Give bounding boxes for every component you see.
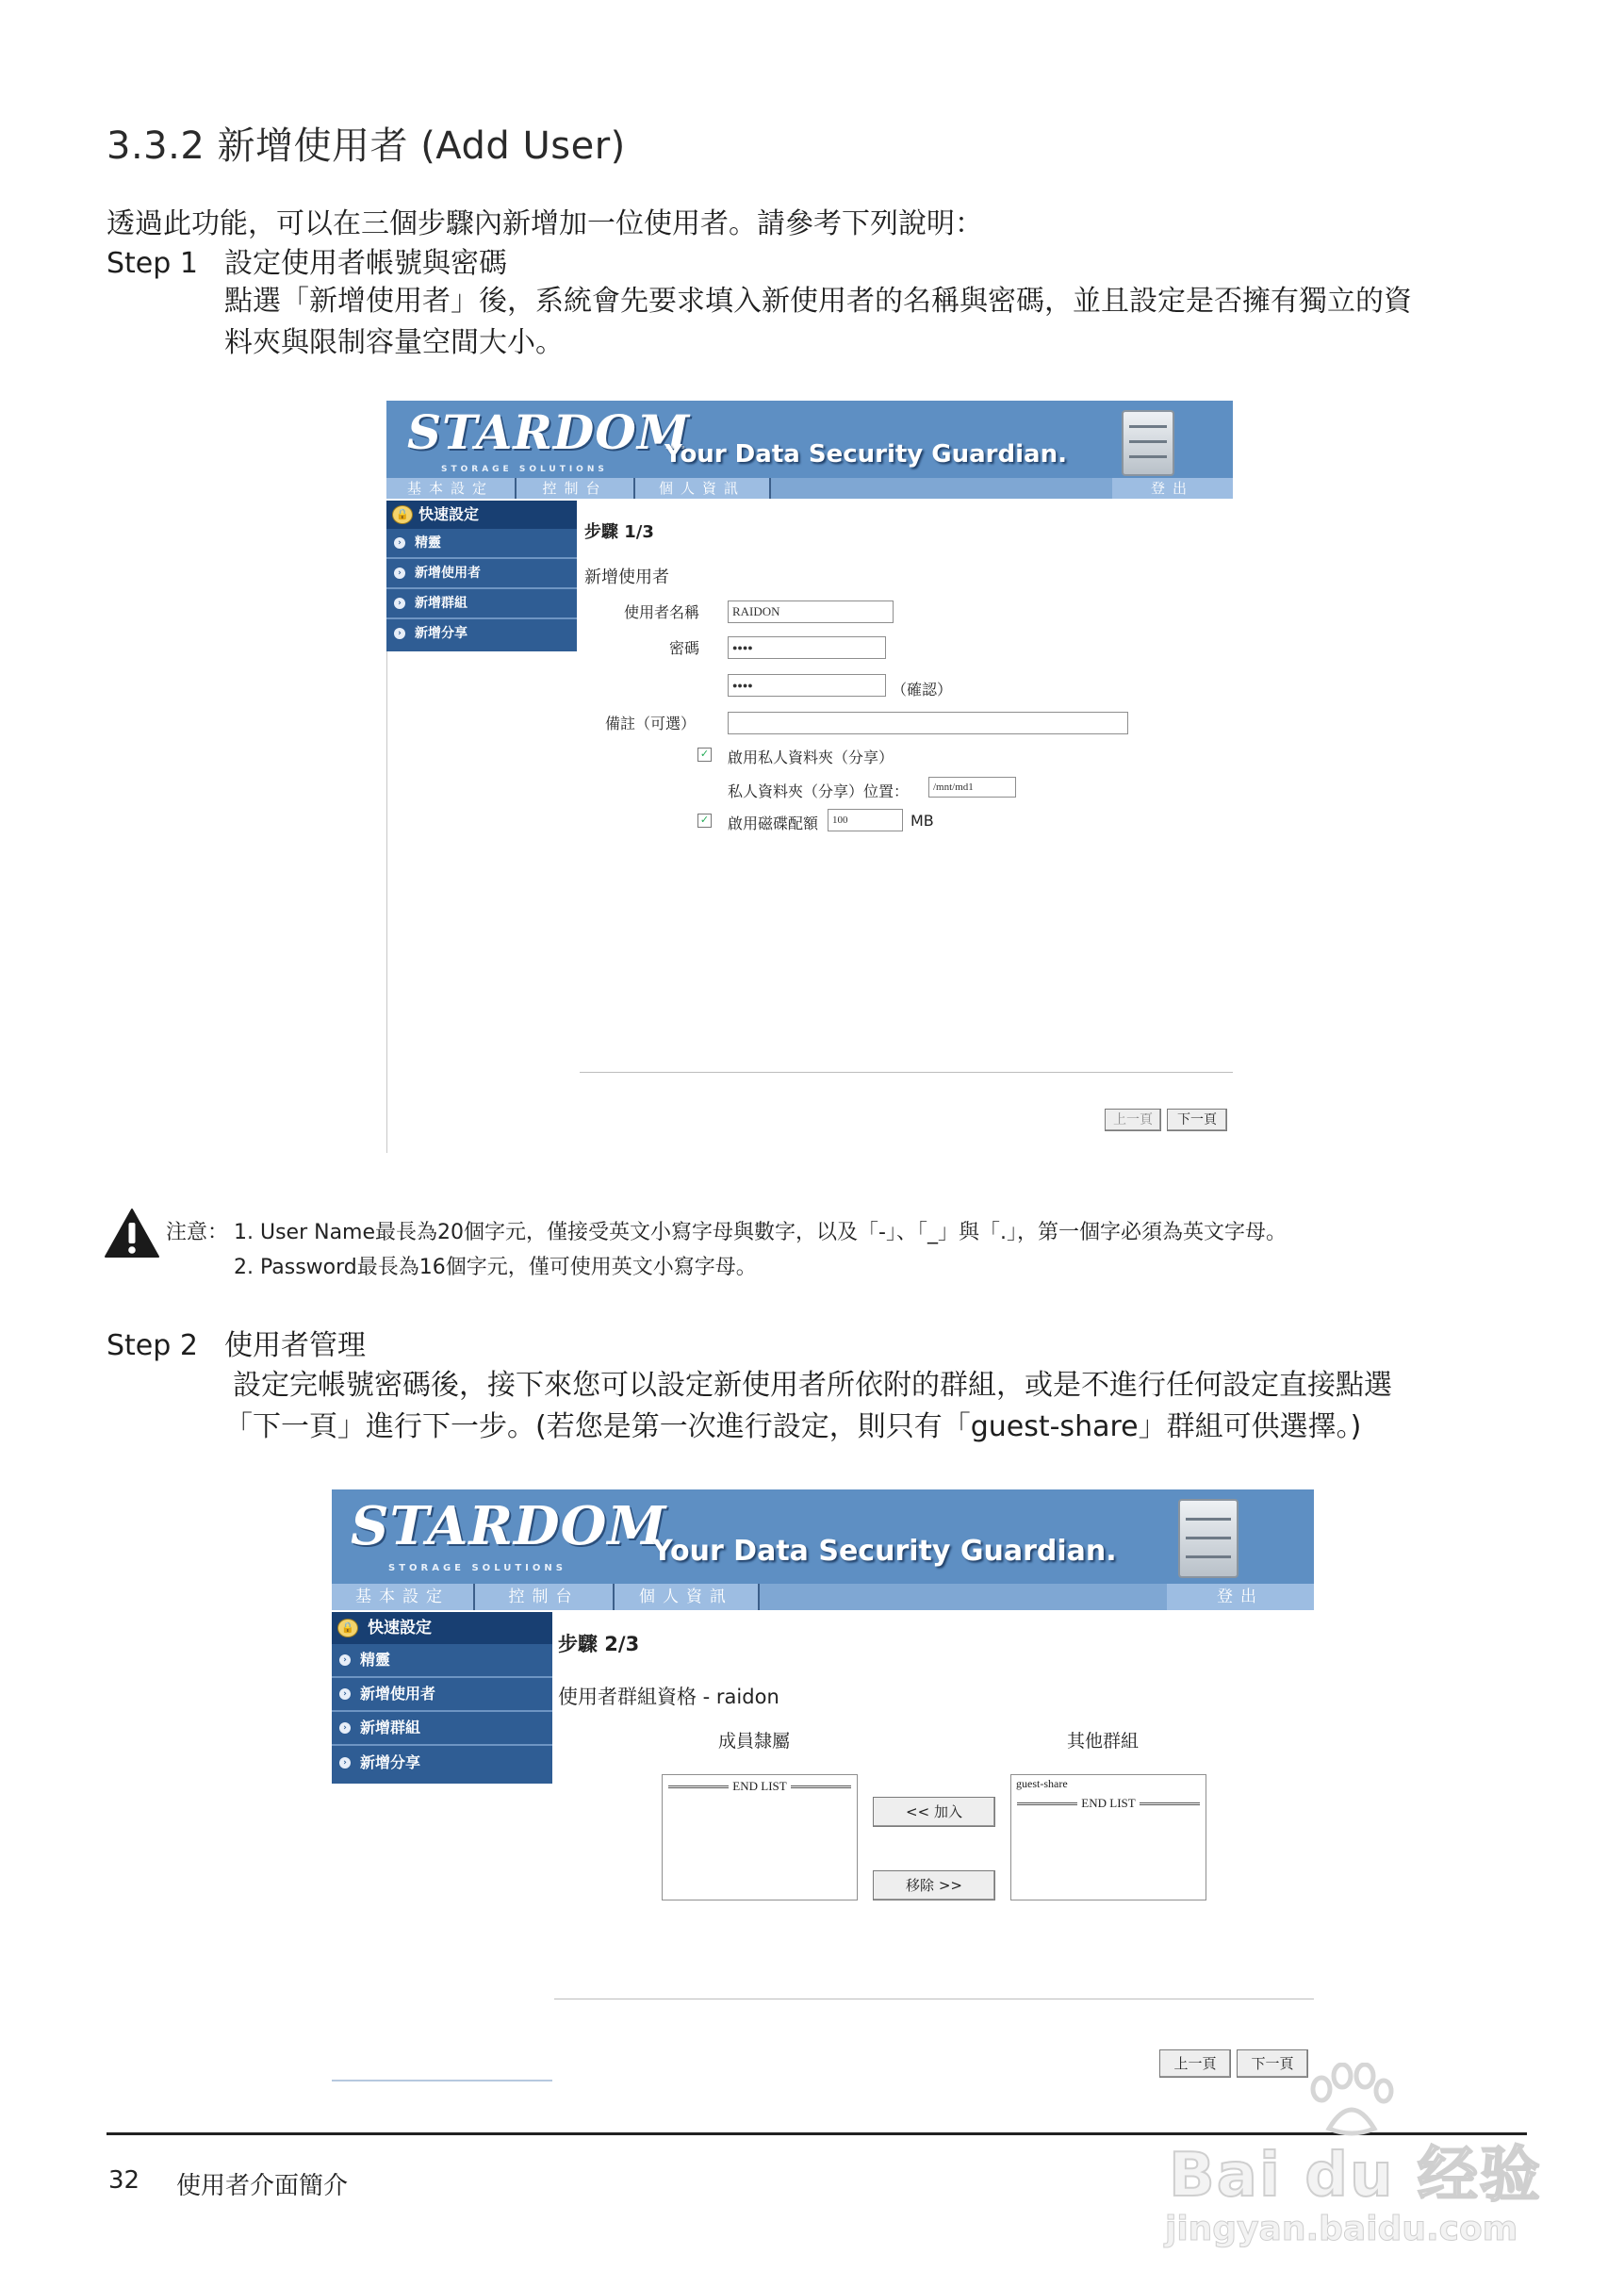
- sidebar-item-label: 新增分享: [415, 626, 468, 641]
- confirm-label: （確認）: [892, 681, 953, 699]
- password-input[interactable]: ●●●●: [728, 636, 886, 659]
- logo-subtitle: STORAGE SOLUTIONS: [388, 1563, 566, 1573]
- nav-logout[interactable]: 登出: [1167, 1584, 1314, 1610]
- step1-label: Step 1: [107, 247, 198, 280]
- nav-bar: [386, 478, 1233, 499]
- sidebar-head[interactable]: [386, 501, 577, 529]
- prev-page-button[interactable]: 上一頁: [1159, 2049, 1231, 2078]
- member-of-label: 成員隸屬: [718, 1731, 791, 1752]
- note-input[interactable]: [728, 712, 1128, 734]
- step2-title: 使用者管理: [224, 1329, 366, 1362]
- nav-tab-personal[interactable]: 個人資訊: [635, 478, 771, 499]
- step1-title: 設定使用者帳號與密碼: [224, 247, 507, 280]
- sidebar-head-label: 快速設定: [418, 505, 480, 523]
- sidebar-head[interactable]: [332, 1612, 552, 1644]
- left-border: [386, 651, 387, 1153]
- quota-checkbox[interactable]: ✓: [697, 814, 712, 828]
- sidebar-item-wizard[interactable]: [386, 529, 577, 559]
- arrow-icon: ›: [394, 568, 405, 579]
- lock-icon: 🔒: [392, 505, 413, 524]
- watermark-url: jingyan.baidu.com: [1165, 2210, 1518, 2248]
- note-label: 備註（可選）: [605, 715, 697, 732]
- nas-device-icon: [1122, 410, 1174, 476]
- step2-description-line2: 「下一頁」進行下一步。(若您是第一次進行設定，則只有「guest-share」群組可供選擇。): [224, 1410, 1362, 1443]
- list-item[interactable]: guest-share: [1016, 1777, 1068, 1790]
- other-groups-label: 其他群組: [1067, 1731, 1140, 1752]
- sidebar-bottom-edge: [332, 2080, 552, 2081]
- footer-title: 使用者介面簡介: [176, 2172, 349, 2200]
- stardom-logo: STARDOM: [351, 1495, 667, 1557]
- arrow-icon: ›: [394, 628, 405, 639]
- logo-subtitle: STORAGE SOLUTIONS: [441, 465, 608, 474]
- sidebar-item-add-user[interactable]: [332, 1678, 552, 1712]
- divider: [580, 1072, 1233, 1073]
- sidebar-item-add-group[interactable]: [386, 589, 577, 619]
- next-page-button[interactable]: 下一頁: [1237, 2049, 1308, 2078]
- sidebar-item-label: 新增分享: [360, 1753, 421, 1771]
- arrow-icon: ›: [339, 1757, 351, 1769]
- slogan: Your Data Security Guardian.: [664, 440, 1067, 469]
- arrow-icon: ›: [394, 537, 405, 549]
- arrow-icon: ›: [339, 1654, 351, 1666]
- sidebar-item-label: 新增使用者: [360, 1685, 436, 1703]
- member-of-list[interactable]: [662, 1774, 858, 1900]
- add-to-group-button[interactable]: << 加入: [873, 1797, 995, 1827]
- footer-page-number: 32: [108, 2166, 140, 2195]
- sidebar-item-label: 精靈: [360, 1651, 391, 1669]
- step1-heading: 步驟 1/3: [584, 522, 654, 542]
- quota-label: 啟用磁碟配額: [728, 814, 819, 832]
- section-title: 3.3.2 新增使用者 (Add User): [107, 124, 626, 168]
- step1-screenshot: [386, 401, 1233, 1153]
- username-label: 使用者名稱: [624, 603, 700, 621]
- username-input[interactable]: RAIDON: [728, 601, 894, 623]
- step2-description-line1: 設定完帳號密碼後，接下來您可以設定新使用者所依附的群組，或是不進行任何設定直接點選: [233, 1369, 1392, 1402]
- sidebar-item-add-group[interactable]: [332, 1712, 552, 1746]
- step1-subheading: 新增使用者: [584, 568, 669, 587]
- sidebar-head-label: 快速設定: [368, 1619, 432, 1637]
- sidebar: [332, 1612, 552, 1784]
- private-folder-checkbox[interactable]: ✓: [697, 748, 712, 762]
- other-groups-list[interactable]: [1010, 1774, 1206, 1900]
- step2-screenshot: [332, 1489, 1314, 2081]
- arrow-icon: ›: [339, 1688, 351, 1700]
- watermark-brand: Bai du 经验: [1169, 2141, 1542, 2211]
- sidebar-item-add-user[interactable]: [386, 559, 577, 589]
- note-2: 2. Password最長為16個字元，僅可使用英文小寫字母。: [234, 1256, 757, 1279]
- note-1: 1. User Name最長為20個字元，僅接受英文小寫字母與數字，以及「-」、「_」與「.」，第一個字必須為英文字母。: [234, 1221, 1287, 1244]
- password-label: 密碼: [669, 639, 700, 657]
- nas-device-icon: [1178, 1499, 1239, 1578]
- sidebar-item-wizard[interactable]: [332, 1644, 552, 1678]
- list-item[interactable]: END LIST: [668, 1779, 851, 1794]
- folder-location-input[interactable]: /mnt/md1: [928, 777, 1016, 798]
- step1-description-line1: 點選「新增使用者」後，系統會先要求填入新使用者的名稱與密碼，並且設定是否擁有獨立的資: [224, 285, 1412, 318]
- warning-icon: [104, 1208, 160, 1259]
- banner: [332, 1489, 1314, 1584]
- stardom-logo: STARDOM: [407, 404, 691, 460]
- intro-paragraph: 透過此功能，可以在三個步驟內新增加一位使用者。請參考下列說明：: [107, 207, 983, 240]
- sidebar-item-add-share[interactable]: [332, 1746, 552, 1780]
- list-item[interactable]: END LIST: [1017, 1796, 1200, 1811]
- prev-page-button[interactable]: 上一頁: [1105, 1109, 1161, 1131]
- folder-location-label: 私人資料夾（分享）位置：: [728, 782, 910, 800]
- step2-heading: 步驟 2/3: [558, 1633, 640, 1655]
- lock-icon: 🔒: [337, 1619, 358, 1637]
- sidebar: [386, 501, 577, 651]
- sidebar-item-label: 新增群組: [415, 596, 468, 611]
- nav-tab-basic[interactable]: 基本設定: [386, 478, 517, 499]
- step2-subheading: 使用者群組資格 - raidon: [558, 1686, 779, 1708]
- nav-tab-control[interactable]: 控制台: [517, 478, 635, 499]
- nav-tab-control[interactable]: 控制台: [475, 1584, 615, 1610]
- sidebar-item-add-share[interactable]: [386, 619, 577, 648]
- arrow-icon: ›: [394, 598, 405, 609]
- step2-label: Step 2: [107, 1329, 198, 1362]
- arrow-icon: ›: [339, 1722, 351, 1734]
- note-label: 注意：: [166, 1221, 229, 1244]
- nav-tab-personal[interactable]: 個人資訊: [615, 1584, 760, 1610]
- password-confirm-input[interactable]: ●●●●: [728, 674, 886, 697]
- nav-tab-basic[interactable]: 基本設定: [332, 1584, 475, 1610]
- paw-icon: [1301, 2063, 1395, 2136]
- remove-from-group-button[interactable]: 移除 >>: [873, 1870, 995, 1900]
- quota-input[interactable]: 100: [828, 809, 903, 831]
- sidebar-item-label: 新增使用者: [415, 566, 481, 581]
- sidebar-item-label: 新增群組: [360, 1719, 421, 1736]
- nav-logout[interactable]: 登出: [1112, 478, 1233, 499]
- slogan: Your Data Security Guardian.: [652, 1535, 1117, 1568]
- sidebar-item-label: 精靈: [415, 535, 441, 551]
- quota-unit: MB: [910, 812, 934, 830]
- step1-description-line2: 料夾與限制容量空間大小。: [224, 326, 564, 359]
- banner: [386, 401, 1233, 478]
- private-folder-label: 啟用私人資料夾（分享）: [728, 749, 894, 766]
- next-page-button[interactable]: 下一頁: [1167, 1109, 1227, 1131]
- nav-bar: [332, 1584, 1314, 1610]
